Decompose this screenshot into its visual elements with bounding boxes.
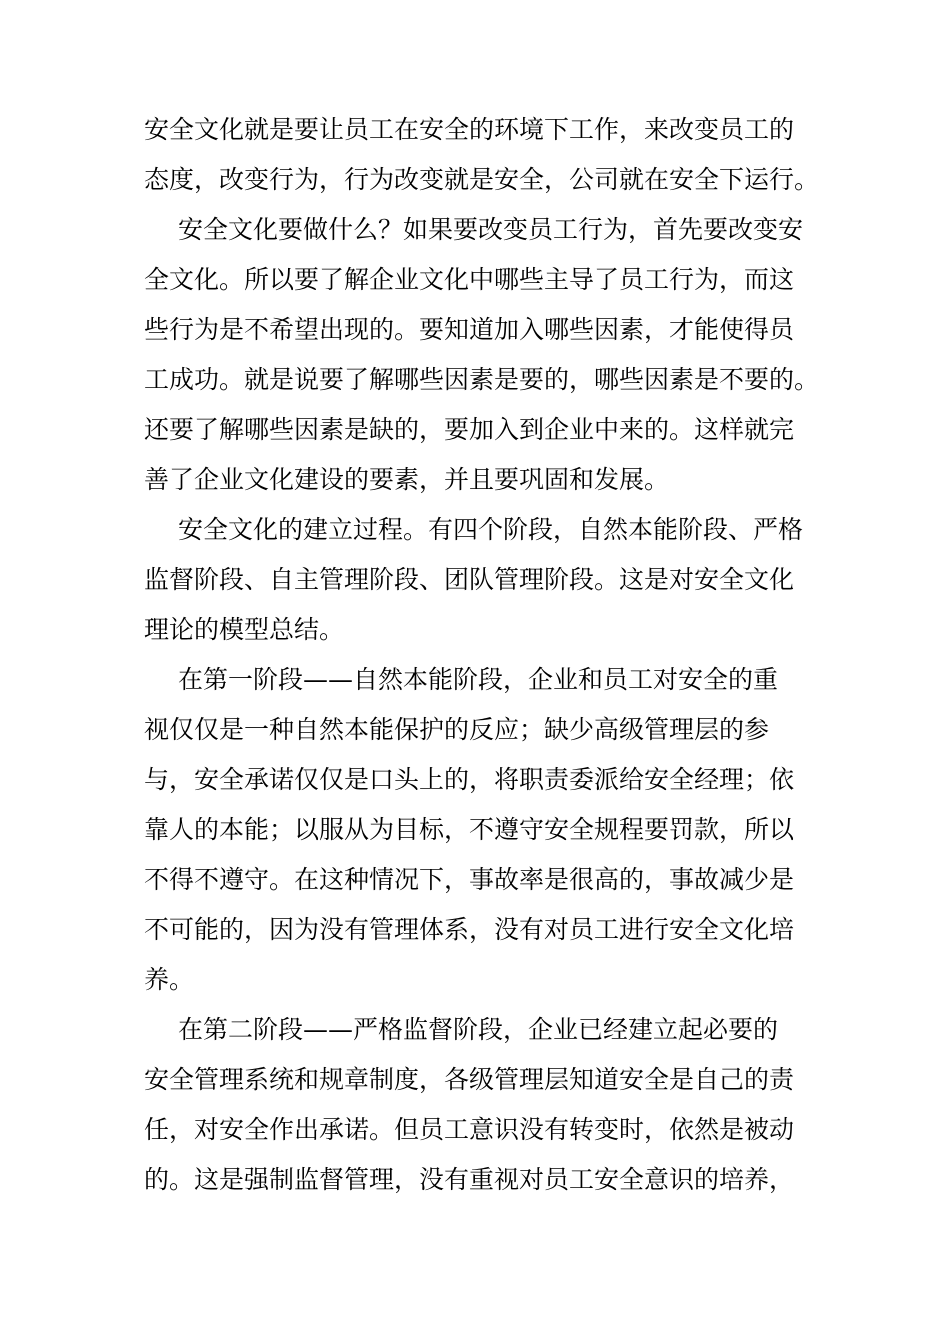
paragraph-first-line: 安全文化的建立过程。有四个阶段，自然本能阶段、严格	[178, 515, 804, 544]
text-line: 理论的模型总结。	[144, 615, 345, 644]
paragraph-first-line: 安全文化要做什么？如果要改变员工行为，首先要改变安	[178, 215, 804, 244]
text-line: 不可能的，因为没有管理体系，没有对员工进行安全文化培	[144, 915, 795, 944]
text-line: 些行为是不希望出现的。要知道加入哪些因素，才能使得员	[144, 315, 795, 344]
text-line: 监督阶段、自主管理阶段、团队管理阶段。这是对安全文化	[144, 565, 795, 594]
text-line: 与，安全承诺仅仅是口头上的，将职责委派给安全经理；依	[144, 765, 795, 794]
text-line: 全文化。所以要了解企业文化中哪些主导了员工行为，而这	[144, 265, 795, 294]
text-line: 任，对安全作出承诺。但员工意识没有转变时，依然是被动	[144, 1115, 795, 1144]
text-line: 安全管理系统和规章制度，各级管理层知道安全是自己的责	[144, 1065, 795, 1094]
text-line: 还要了解哪些因素是缺的，要加入到企业中来的。这样就完	[144, 415, 795, 444]
text-line: 安全文化就是要让员工在安全的环境下工作，来改变员工的	[144, 115, 795, 144]
text-line: 靠人的本能；以服从为目标，不遵守安全规程要罚款，所以	[144, 815, 795, 844]
text-line: 的。这是强制监督管理，没有重视对员工安全意识的培养，	[144, 1165, 795, 1194]
paragraph-first-line: 在第二阶段——严格监督阶段，企业已经建立起必要的	[178, 1015, 779, 1044]
paragraph-first-line: 在第一阶段——自然本能阶段，企业和员工对安全的重	[178, 665, 779, 694]
text-line: 养。	[144, 965, 195, 994]
text-line: 态度，改变行为，行为改变就是安全，公司就在安全下运行。	[144, 165, 820, 194]
text-line: 视仅仅是一种自然本能保护的反应；缺少高级管理层的参	[144, 715, 770, 744]
text-line: 不得不遵守。在这种情况下，事故率是很高的，事故减少是	[144, 865, 795, 894]
text-line: 善了企业文化建设的要素，并且要巩固和发展。	[144, 465, 670, 494]
text-line: 工成功。就是说要了解哪些因素是要的，哪些因素是不要的。	[144, 365, 820, 394]
